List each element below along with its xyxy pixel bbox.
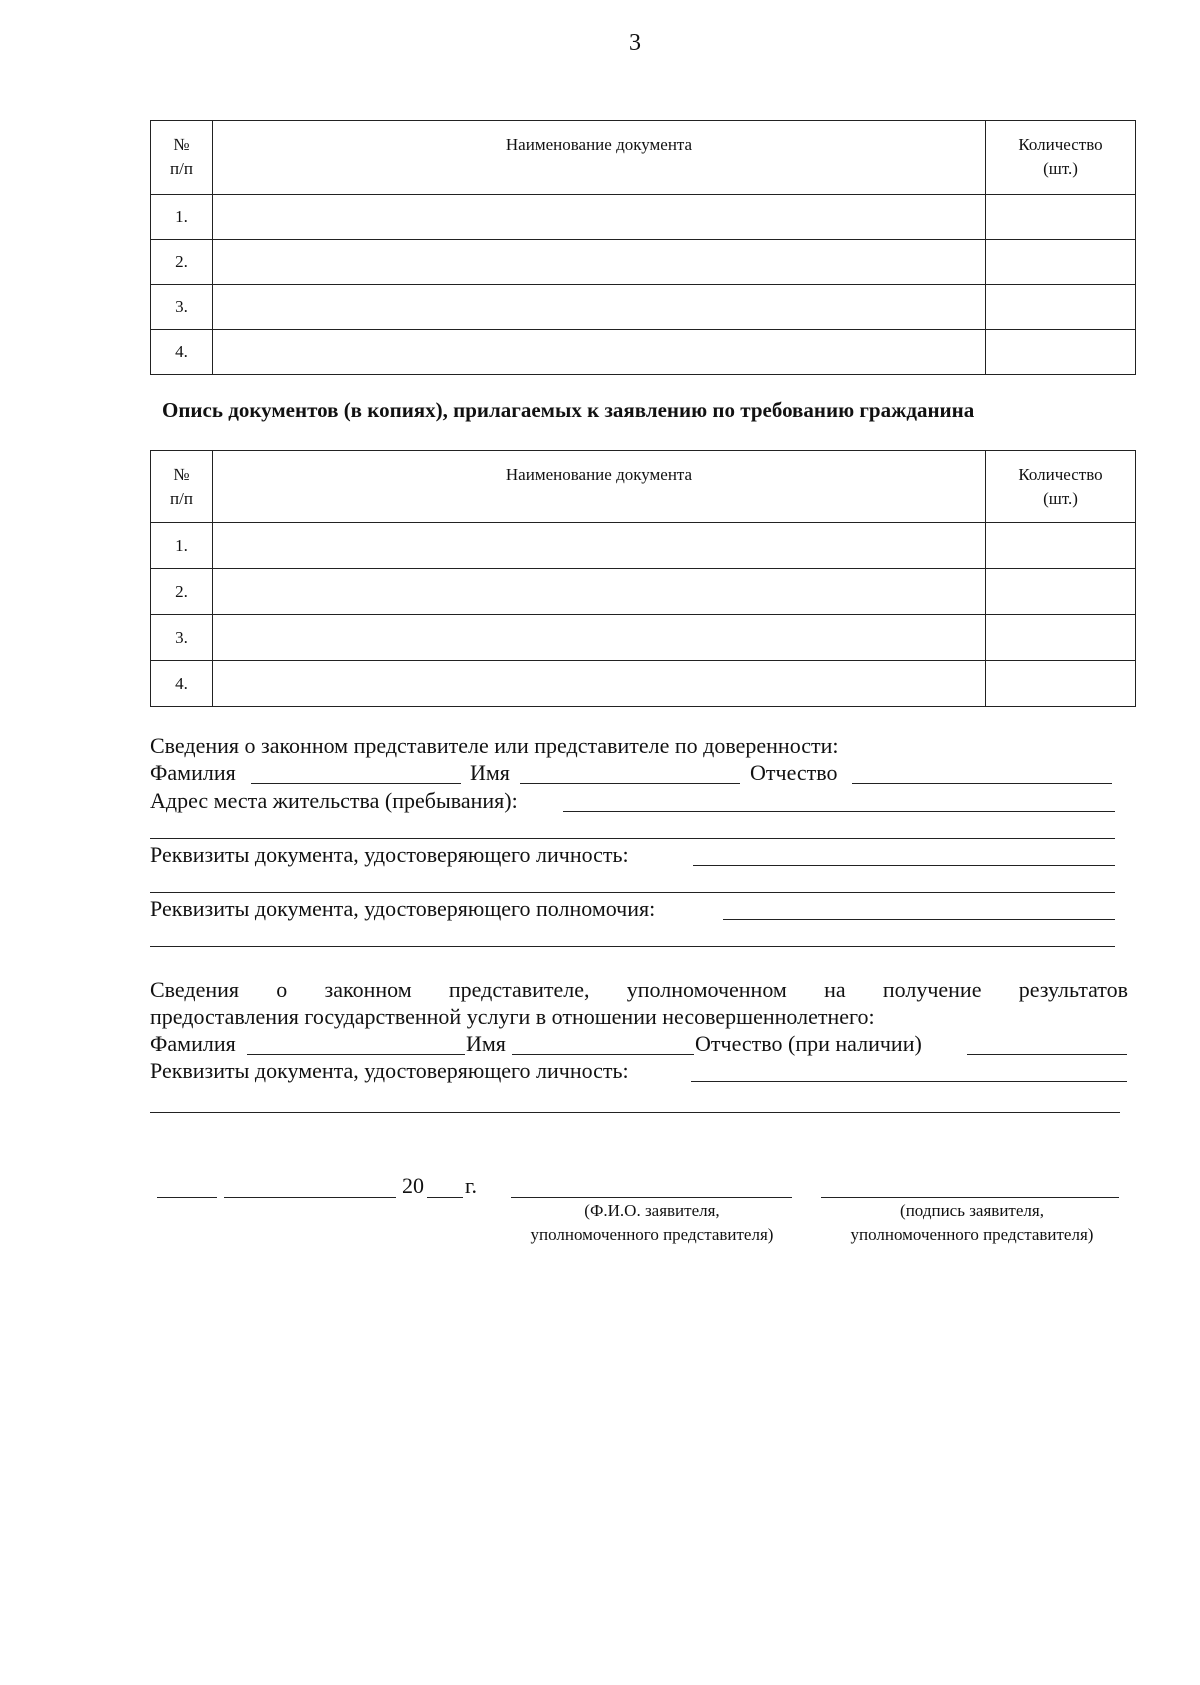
table-header-row bbox=[151, 121, 1136, 195]
year-prefix: 20 bbox=[402, 1173, 424, 1198]
table-row bbox=[151, 523, 1136, 569]
minor-identity-document-field[interactable] bbox=[691, 1081, 1127, 1082]
table-row bbox=[151, 195, 1136, 240]
quantity-cell[interactable] bbox=[986, 661, 1136, 707]
minor-surname-field[interactable] bbox=[247, 1054, 465, 1055]
number-header-line1: № bbox=[173, 135, 190, 154]
quantity-cell[interactable] bbox=[986, 330, 1136, 375]
fio-caption bbox=[510, 1199, 794, 1247]
authority-document-field[interactable] bbox=[723, 919, 1115, 920]
document-name-column-header bbox=[213, 121, 986, 195]
quantity-cell[interactable] bbox=[986, 195, 1136, 240]
quantity-column-header bbox=[986, 121, 1136, 195]
page-number: 3 bbox=[629, 30, 641, 56]
minor-name-label: Имя bbox=[466, 1031, 506, 1056]
row-number: 2. bbox=[151, 569, 213, 615]
documents-table bbox=[150, 120, 1136, 375]
number-header-line2: п/п bbox=[170, 489, 193, 508]
number-column-header bbox=[151, 121, 213, 195]
table-row bbox=[151, 615, 1136, 661]
document-name-cell[interactable] bbox=[213, 330, 986, 375]
date-year-field[interactable] bbox=[427, 1197, 463, 1198]
document-name-cell[interactable] bbox=[213, 569, 986, 615]
fio-caption-line1: (Ф.И.О. заявителя, bbox=[584, 1201, 720, 1220]
identity-document-label: Реквизиты документа, удостоверяющего личность: bbox=[150, 842, 629, 867]
name-label: Имя bbox=[470, 760, 510, 785]
minor-patronymic-label: Отчество (при наличии) bbox=[695, 1031, 922, 1056]
quantity-header-line2: (шт.) bbox=[1043, 489, 1078, 508]
document-name-header-text: Наименование документа bbox=[505, 465, 693, 484]
quantity-cell[interactable] bbox=[986, 240, 1136, 285]
quantity-header-line1: Количество bbox=[1018, 465, 1103, 484]
surname-label: Фамилия bbox=[150, 760, 236, 785]
address-field[interactable] bbox=[563, 811, 1115, 812]
date-day-field[interactable] bbox=[157, 1197, 217, 1198]
quantity-cell[interactable] bbox=[986, 569, 1136, 615]
patronymic-field[interactable] bbox=[852, 783, 1112, 784]
document-name-cell[interactable] bbox=[213, 195, 986, 240]
applicant-signature-field[interactable] bbox=[821, 1197, 1119, 1198]
surname-field[interactable] bbox=[251, 783, 461, 784]
row-number: 4. bbox=[151, 330, 213, 375]
minor-surname-label: Фамилия bbox=[150, 1031, 236, 1056]
table-header-row bbox=[151, 451, 1136, 523]
authority-document-field-continuation[interactable] bbox=[150, 946, 1115, 947]
minor-section-title-line1: Сведения о законном представителе, уполномоченном на получение результатов bbox=[150, 977, 1128, 1002]
number-column-header bbox=[151, 451, 213, 523]
year-suffix: г. bbox=[465, 1173, 478, 1198]
authority-document-label: Реквизиты документа, удостоверяющего полномочия: bbox=[150, 896, 656, 921]
name-field[interactable] bbox=[520, 783, 740, 784]
signature-caption-line1: (подпись заявителя, bbox=[900, 1201, 1044, 1220]
fio-caption-line2: уполномоченного представителя) bbox=[530, 1225, 774, 1244]
document-name-header-text: Наименование документа bbox=[505, 135, 693, 154]
minor-identity-document-label: Реквизиты документа, удостоверяющего личность: bbox=[150, 1058, 629, 1083]
signature-caption-line2: уполномоченного представителя) bbox=[850, 1225, 1094, 1244]
row-number: 3. bbox=[151, 615, 213, 661]
patronymic-label: Отчество bbox=[750, 760, 838, 785]
table-row bbox=[151, 661, 1136, 707]
identity-document-field-continuation[interactable] bbox=[150, 892, 1115, 893]
quantity-header-line1: Количество bbox=[1018, 135, 1103, 154]
row-number: 1. bbox=[151, 523, 213, 569]
number-header-line2: п/п bbox=[170, 159, 193, 178]
quantity-cell[interactable] bbox=[986, 615, 1136, 661]
copies-table bbox=[150, 450, 1136, 707]
document-name-cell[interactable] bbox=[213, 615, 986, 661]
copies-heading: Опись документов (в копиях), прилагаемых к заявлению по требованию гражданина bbox=[162, 398, 975, 422]
row-number: 4. bbox=[151, 661, 213, 707]
document-name-cell[interactable] bbox=[213, 523, 986, 569]
minor-name-field[interactable] bbox=[512, 1054, 694, 1055]
document-name-cell[interactable] bbox=[213, 240, 986, 285]
quantity-cell[interactable] bbox=[986, 285, 1136, 330]
number-header-line1: № bbox=[173, 465, 190, 484]
applicant-fio-field[interactable] bbox=[511, 1197, 792, 1198]
document-name-cell[interactable] bbox=[213, 285, 986, 330]
row-number: 1. bbox=[151, 195, 213, 240]
quantity-cell[interactable] bbox=[986, 523, 1136, 569]
address-field-continuation[interactable] bbox=[150, 838, 1115, 839]
quantity-column-header bbox=[986, 451, 1136, 523]
table-row bbox=[151, 569, 1136, 615]
document-name-cell[interactable] bbox=[213, 661, 986, 707]
minor-patronymic-field[interactable] bbox=[967, 1054, 1127, 1055]
address-label: Адрес места жительства (пребывания): bbox=[150, 788, 518, 813]
identity-document-field[interactable] bbox=[693, 865, 1115, 866]
signature-caption bbox=[822, 1199, 1122, 1247]
table-row bbox=[151, 285, 1136, 330]
minor-identity-document-field-continuation[interactable] bbox=[150, 1112, 1120, 1113]
quantity-header-line2: (шт.) bbox=[1043, 159, 1078, 178]
document-name-column-header bbox=[213, 451, 986, 523]
representative-section-title: Сведения о законном представителе или представителе по доверенности: bbox=[150, 733, 839, 758]
minor-section-title-line2: предоставления государственной услуги в отношении несовершеннолетнего: bbox=[150, 1004, 875, 1029]
row-number: 3. bbox=[151, 285, 213, 330]
date-month-field[interactable] bbox=[224, 1197, 396, 1198]
row-number: 2. bbox=[151, 240, 213, 285]
table-row bbox=[151, 240, 1136, 285]
table-row bbox=[151, 330, 1136, 375]
